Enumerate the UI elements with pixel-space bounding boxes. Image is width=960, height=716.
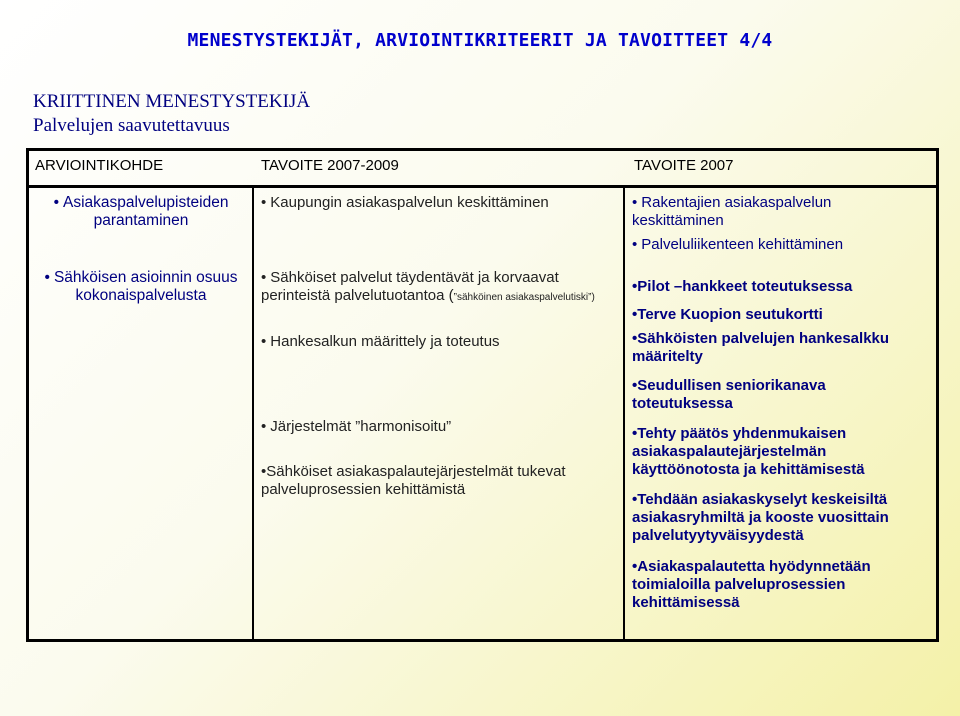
item-text: Sähköisten palvelujen hankesalkku määritelty <box>632 330 890 365</box>
item-text-small: ”sähköinen asiakaspalvelutiski”) <box>453 292 595 303</box>
list-item: • Sähköiset palvelut täydentävät ja korvaavat perinteistä palvelutuotantoa (”sähköinen asiakaspalvelutiski”) <box>261 269 595 304</box>
item-text: Järjestelmät ”harmonisoitu” <box>270 418 452 435</box>
header-goal-2007-2009: TAVOITE 2007-2009 <box>261 157 399 174</box>
goals-table <box>26 148 939 642</box>
list-item: • Kaupungin asiakaspalvelun keskittäminen <box>261 194 549 211</box>
list-item: •Asiakaspalautetta hyödynnetään toimialoilla palveluprosessien kehittämisessä <box>632 558 871 611</box>
item-text: Asiakaspalvelupisteiden parantaminen <box>63 194 229 229</box>
item-text: Hankesalkun määrittely ja toteutus <box>270 333 500 350</box>
item-text: Tehdään asiakaskyselyt keskeisiltä asiakasryhmiltä ja kooste vuosittain palvelutyytyväisyydestä <box>632 491 889 544</box>
item-text: Seudullisen seniorikanava toteutuksessa <box>632 377 826 412</box>
list-item: • Sähköisen asioinnin osuus kokonaispalvelusta <box>44 269 238 304</box>
list-item: • Hankesalkun määrittely ja toteutus <box>261 333 500 350</box>
list-item: • Rakentajien asiakaspalvelun keskittäminen <box>632 194 832 229</box>
list-item: •Seudullisen seniorikanava toteutuksessa <box>632 377 826 412</box>
list-item: • Asiakaspalvelupisteiden parantaminen <box>53 194 229 229</box>
list-item: •Tehty päätös yhdenmukaisen asiakaspalautejärjestelmän käyttöönotosta ja kehittämisestä <box>632 425 865 478</box>
item-text: Sähköiset asiakaspalautejärjestelmät tukevat palveluprosessien kehittämistä <box>261 463 566 498</box>
item-text: Palveluliikenteen kehittäminen <box>641 236 844 253</box>
critical-factor-label: KRIITTINEN MENESTYSTEKIJÄ <box>33 91 311 112</box>
page-title: MENESTYSTEKIJÄT, ARVIOINTIKRITEERIT JA TAVOITTEET 4/4 <box>187 30 773 51</box>
list-item: •Pilot –hankkeet toteutuksessa <box>632 278 853 295</box>
list-item: •Tehdään asiakaskyselyt keskeisiltä asiakasryhmiltä ja kooste vuosittain palvelutyytyväisyydestä <box>632 491 889 544</box>
column-divider-1 <box>252 188 254 639</box>
critical-factor-name: Palvelujen saavutettavuus <box>33 115 230 136</box>
item-text: Sähköiset palvelut täydentävät ja korvaavat perinteistä palvelutuotantoa ( <box>261 269 559 304</box>
item-text: Rakentajien asiakaspalvelun keskittäminen <box>632 194 832 229</box>
list-item: •Sähköiset asiakaspalautejärjestelmät tukevat palveluprosessien kehittämistä <box>261 463 566 498</box>
header-goal-2007: TAVOITE 2007 <box>634 157 734 174</box>
header-evaluation-target: ARVIOINTIKOHDE <box>35 157 164 174</box>
item-text: Pilot –hankkeet toteutuksessa <box>637 278 853 295</box>
column-divider-2 <box>623 188 625 639</box>
item-text: Asiakaspalautetta hyödynnetään toimialoilla palveluprosessien kehittämisessä <box>632 558 871 611</box>
critical-factor-heading <box>33 90 310 138</box>
item-text: Sähköisen asioinnin osuus kokonaispalvelusta <box>53 269 238 304</box>
item-text: Tehty päätös yhdenmukaisen asiakaspalautejärjestelmän käyttöönotosta ja kehittämisestä <box>632 425 865 478</box>
list-item: •Sähköisten palvelujen hankesalkku määritelty <box>632 330 890 365</box>
item-text: Terve Kuopion seutukortti <box>637 306 823 323</box>
item-text: Kaupungin asiakaspalvelun keskittäminen <box>270 194 549 211</box>
list-item: • Järjestelmät ”harmonisoitu” <box>261 418 452 435</box>
table-header-row <box>29 151 936 188</box>
list-item: •Terve Kuopion seutukortti <box>632 306 823 323</box>
list-item: • Palveluliikenteen kehittäminen <box>632 236 844 253</box>
